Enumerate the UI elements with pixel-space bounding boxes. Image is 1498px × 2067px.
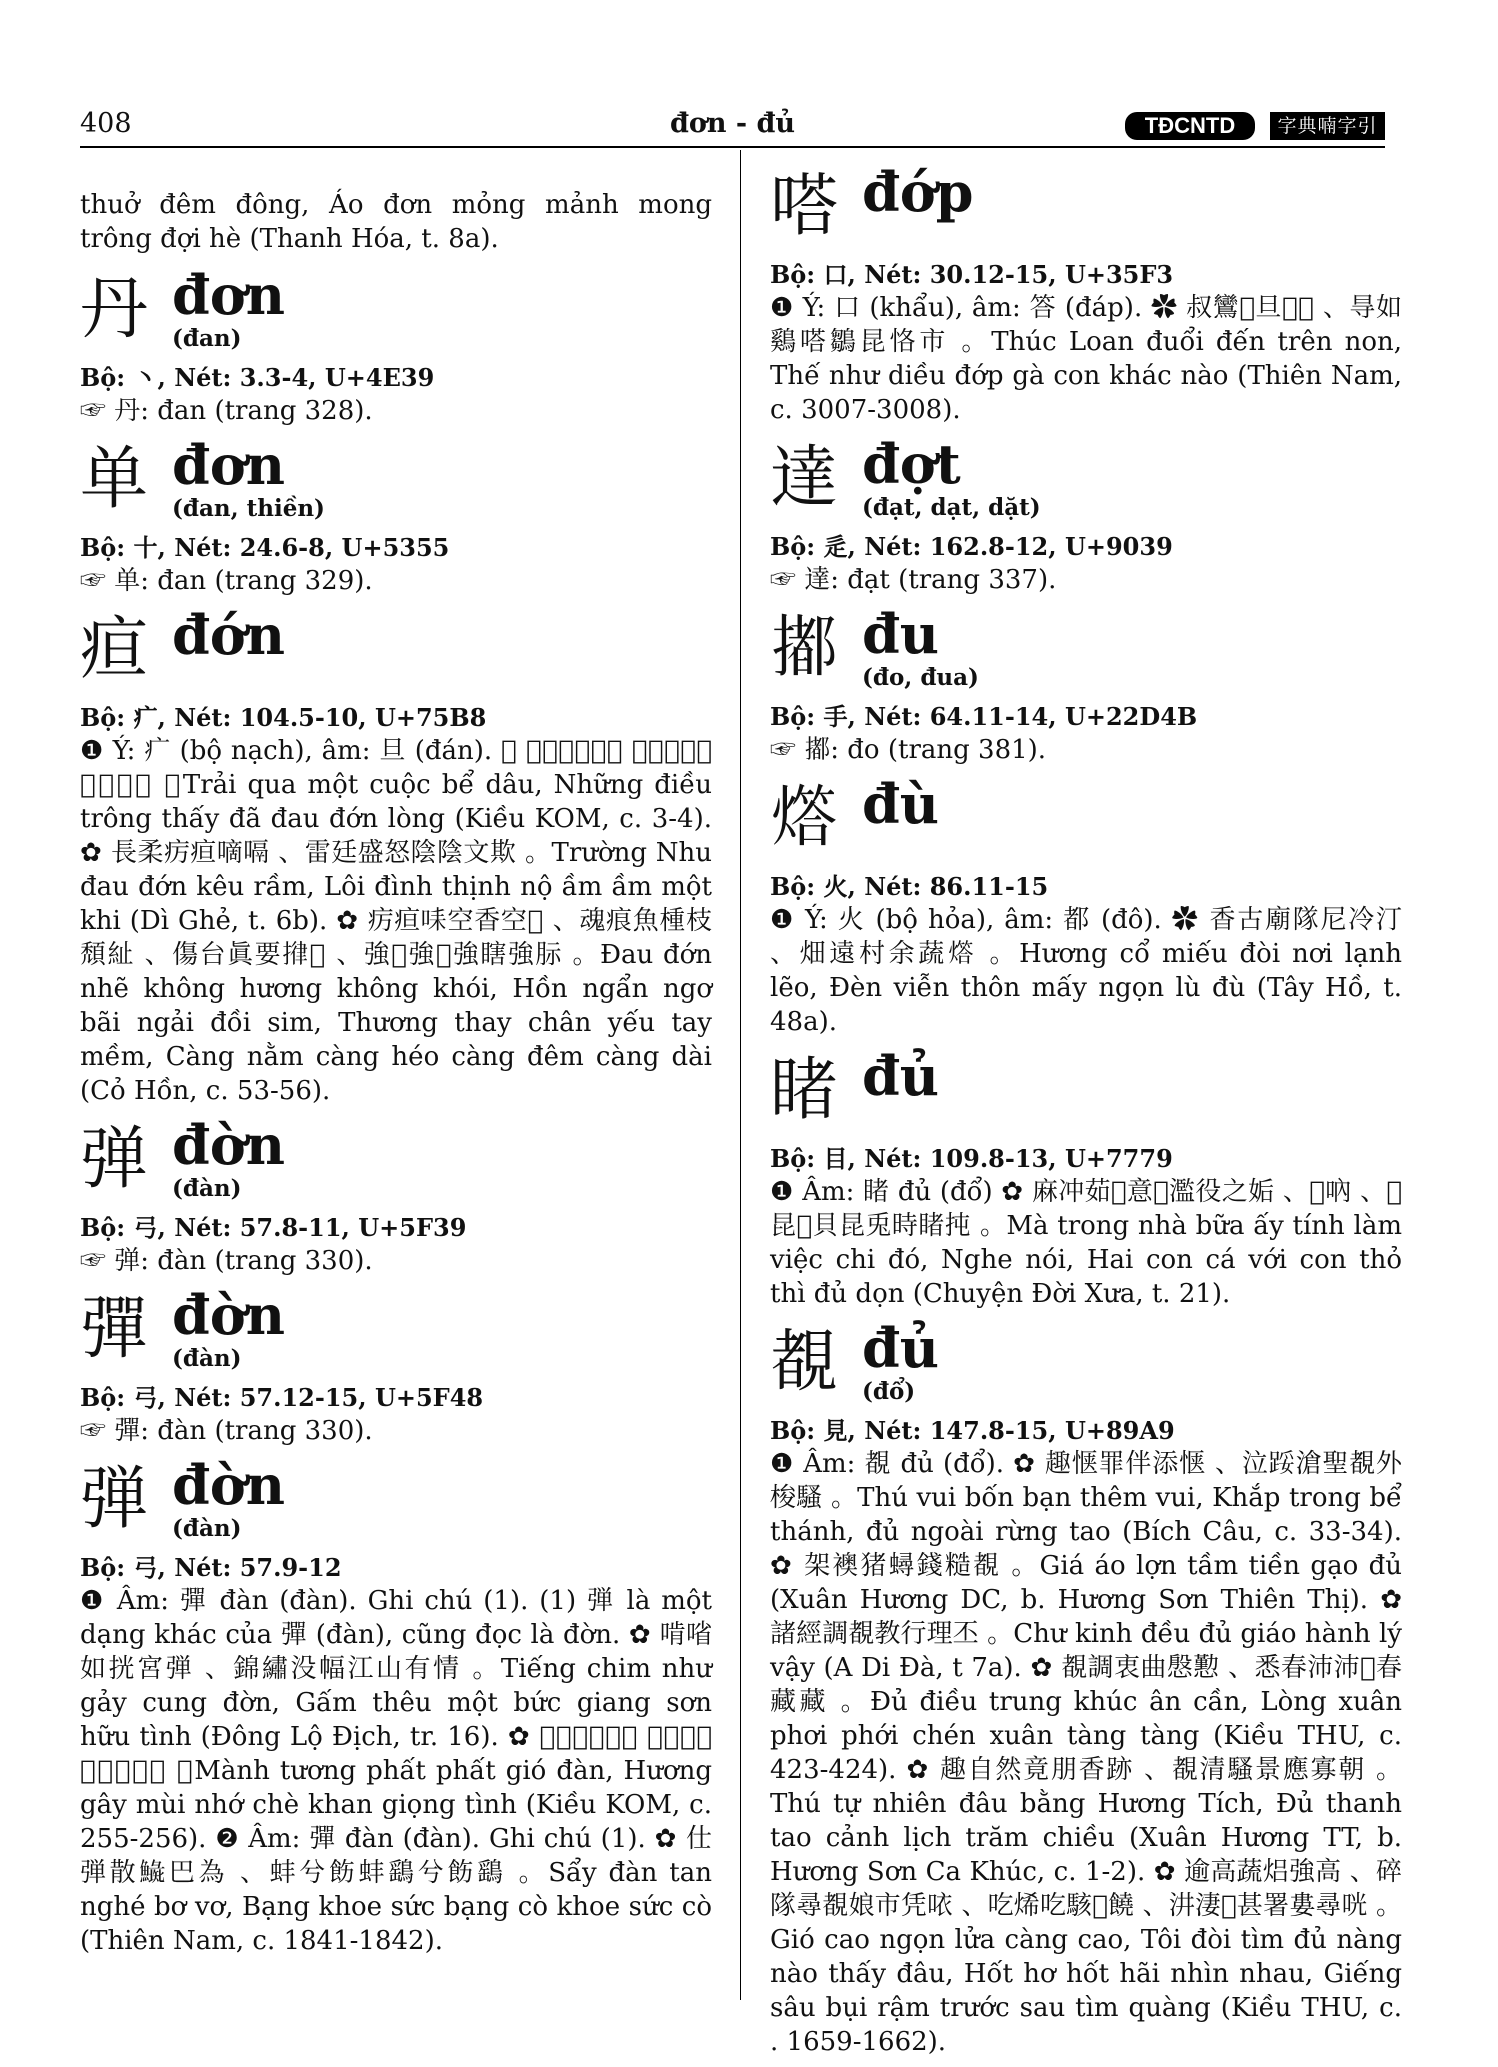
- entry-headword: đủ: [862, 1316, 940, 1380]
- dictionary-entry: [770, 1316, 1402, 2059]
- entry-meta: Bộ: 手, Nét: 64.11-14, U+22D4B: [770, 702, 1198, 731]
- right-entry-list: [770, 160, 1402, 2059]
- entry-headword: đơn: [172, 433, 286, 497]
- entry-headword: đù: [862, 772, 940, 836]
- entry-meta: Bộ: 弓, Nét: 57.9-12: [80, 1553, 342, 1582]
- left-entry-list: [80, 263, 712, 1958]
- entry-headword: đơn: [172, 263, 286, 327]
- dictionary-entry: [80, 1453, 712, 1958]
- entry-meta: Bộ: 丶, Nét: 3.3-4, U+4E39: [80, 363, 435, 392]
- entry-head: [80, 1453, 712, 1552]
- entry-headword: đu: [862, 602, 940, 666]
- dictionary-entry: [770, 602, 1402, 767]
- entry-character: 单: [80, 440, 149, 519]
- entry-head: [770, 602, 1402, 701]
- dictionary-entry: [770, 432, 1402, 597]
- right-column: [770, 160, 1402, 2067]
- entry-variants: (đo, đua): [862, 664, 979, 691]
- entry-head: [80, 603, 712, 702]
- dictionary-entry: [80, 1113, 712, 1278]
- page-title: đơn - đủ: [669, 108, 796, 139]
- dictionary-entry: [80, 433, 712, 598]
- entry-head: [770, 160, 1402, 259]
- entry-variants: (đạt, dạt, dặt): [862, 494, 1041, 521]
- entry-character: 疸: [80, 610, 149, 689]
- entry-body: ❶ Ý: 火 (bộ hỏa), âm: 都 (đô). ✿ 香古廟隊尼冷汀 、畑遠村余蔬𤏧 。Hương cổ miếu đòi nơi lạnh lẽo, Đèn viễn thôn mấy ngọn lù đù (Tây Hồ, t. 48a).: [770, 905, 1402, 1037]
- entry-variants: (đổ): [862, 1378, 916, 1405]
- entry-character: 𢵋: [770, 609, 839, 688]
- entry-character: 覩: [770, 1323, 839, 1402]
- entry-headword: đủ: [862, 1044, 940, 1108]
- entry-character: 睹: [770, 1051, 839, 1130]
- entry-body: ☞ 彈: đàn (trang 330).: [80, 1416, 373, 1446]
- entry-body: ☞ 丹: đan (trang 328).: [80, 396, 373, 426]
- entry-meta: Bộ: 弓, Nét: 57.8-11, U+5F39: [80, 1213, 467, 1242]
- entry-variants: (đàn): [172, 1175, 242, 1202]
- entry-head: [80, 1113, 712, 1212]
- entry-meta: Bộ: 弓, Nét: 57.12-15, U+5F48: [80, 1383, 484, 1412]
- intro-text: thuở đêm đông, Áo đơn mỏng mảnh mong trông đợi hè (Thanh Hóa, t. 8a).: [80, 190, 712, 254]
- entry-head: [770, 432, 1402, 531]
- entry-head: [80, 433, 712, 532]
- dictionary-entry: [770, 160, 1402, 427]
- dictionary-entry: [80, 263, 712, 428]
- entry-meta: Bộ: 口, Nét: 30.12-15, U+35F3: [770, 260, 1174, 289]
- entry-variants: (đàn): [172, 1345, 242, 1372]
- entry-meta: Bộ: 十, Nét: 24.6-8, U+5355: [80, 533, 450, 562]
- entry-character: 丹: [80, 270, 149, 349]
- entry-variants: (đan, thiền): [172, 495, 325, 522]
- entry-head: [770, 1316, 1402, 1415]
- entry-body: ☞ 单: đan (trang 329).: [80, 566, 373, 596]
- entry-head: [770, 1044, 1402, 1143]
- entry-headword: đờn: [172, 1113, 286, 1177]
- dictionary-entry: [770, 1044, 1402, 1311]
- left-column: [80, 188, 712, 1966]
- entry-head: [80, 1283, 712, 1382]
- entry-headword: đờn: [172, 1453, 286, 1517]
- entry-variants: (đàn): [172, 1515, 242, 1542]
- entry-meta: Bộ: 見, Nét: 147.8-15, U+89A9: [770, 1416, 1175, 1445]
- entry-character: 𤏧: [770, 779, 839, 858]
- entry-meta: Bộ: 目, Nét: 109.8-13, U+7779: [770, 1144, 1173, 1173]
- entry-body: ❶ Âm: 覩 đủ (đổ). ✿ 趣惬罪伴添惬 、泣𨁡滄聖覩外梭騷 。Thú vui bốn bạn thêm vui, Khắp trong bể thánh, đủ ngoài rừng tao (Bích Câu, c. 33-34). ✿ 架襖猪蟳錢糙覩 。Giá áo lợn tầm tiền gạo đủ (Xuân Hương DC, b. Hương Sơn Thiên Thị). ✿ 諸經調覩教行理丕 。Chư kinh đều đủ giáo hành lý vậy (A Di Đà, t 7a). ✿ 覩調衷曲慇懃 、悉春沛沛𩵜春藏藏 。Đủ điều trung khúc ân cần, Lòng xuân phơi phới chén xuân tàng tàng (Kiều THU, c. 423-424). ✿ 趣自然竟朋香跡 、覩清騷景應寡朝 。Thú tự nhiên đâu bằng Hương Tích, Đủ thanh tao cảnh lịch trăm chiều (Xuân Hương TT, b. Hương Sơn Ca Khúc, c. 1-2). ✿ 逾高蔬焒強高 、碎隊尋覩娘市凭𠲖 、吃烯吃駭𧡊饒 、汫淒𠯇甚署婁尋咣 。Gió cao ngọn lửa càng cao, Tôi đòi tìm đủ nàng nào thấy đâu, Hốt hơ hốt hãi nhìn nhau, Giếng sâu bụi rậm trước sau tìm quàng (Kiều THU, c. . 1659-1662).: [770, 1449, 1402, 2057]
- page-header: [80, 108, 1385, 146]
- entry-body: ☞ 弹: đàn (trang 330).: [80, 1246, 373, 1276]
- dictionary-entry: [80, 603, 712, 1108]
- entry-body: ❶ Âm: 睹 đủ (đổ) ✿ 麻冲茹𩛷意𠊛濫役之姤 、𠿾吶 、𠀧昆𩵜貝昆兎時睹扽 。Mà trong nhà bữa ấy tính làm việc chi đó, Nghe nói, Hai con cá với con thỏ thì đủ dọn (Chuyện Đời Xưa, t. 21).: [770, 1177, 1402, 1309]
- series-badge: TĐCNTD: [1125, 112, 1255, 140]
- entry-character: 弾: [80, 1460, 149, 1539]
- entry-headword: đờn: [172, 1283, 286, 1347]
- entry-body: ❶ Ý: 疒 (bộ nạch), âm: 旦 (đán). ✿ 𠯇戈𣴓局滄桃 、仍調𥉩凭𢚸疠疸悉 。Trải qua một cuộc bể dâu, Những điều trông thấy đã đau đớn lòng (Kiều KOM, c. 3-4). ✿ 長柔疠疸嘀嗝 、雷廷盛怒陰陰文欺 。Trường Nhu đau đớn kêu rầm, Lôi đình thịnh nộ ầm ầm một khi (Dì Ghẻ, t. 6b). ✿ 疠疸𠱤空香空𤒛 、魂痕魚㮔枝頹䊼 、傷台眞要𢯰𦀊 、強𦀊強𤇊強瞎強䏡 。Đau đớn nhẽ không hương không khói, Hồn ngẩn ngơ bãi ngải đồi sim, Thương thay chân yếu tay mềm, Càng nằm càng héo càng đêm càng dài (Cỏ Hồn, c. 53-56).: [80, 736, 712, 1106]
- entry-headword: đớn: [172, 603, 286, 667]
- entry-headword: đợt: [862, 432, 961, 496]
- entry-character: 嗒: [770, 167, 839, 246]
- entry-character: 達: [770, 439, 839, 518]
- entry-meta: Bộ: 疒, Nét: 104.5-10, U+75B8: [80, 703, 487, 732]
- column-divider: [740, 150, 741, 2000]
- entry-body: ☞ 達: đạt (trang 337).: [770, 565, 1057, 595]
- entry-body: ❶ Ý: 口 (khẩu), âm: 答 (đáp). ✿ 叔鸞𨀈旦𨖅𡽫 、㝵如鷄嗒鶵昆恪市 。Thúc Loan đuổi đến trên non, Thế như diều đớp gà con khác nào (Thiên Nam, c. 3007-3008).: [770, 293, 1402, 425]
- entry-head: [80, 263, 712, 362]
- entry-head: [770, 772, 1402, 871]
- entry-variants: (đan): [172, 325, 242, 352]
- dictionary-entry: [770, 772, 1402, 1039]
- entry-body: ☞ 𢵋: đo (trang 381).: [770, 735, 1047, 765]
- dictionary-entry: [80, 1283, 712, 1448]
- entry-headword: đớp: [862, 160, 974, 224]
- entry-meta: Bộ: 火, Nét: 86.11-15: [770, 872, 1049, 901]
- entry-character: 彈: [80, 1290, 149, 1369]
- series-badge-han: 字典喃字引: [1270, 112, 1385, 140]
- entry-meta: Bộ: 辵, Nét: 162.8-12, U+9039: [770, 532, 1173, 561]
- entry-character: 弹: [80, 1120, 149, 1199]
- page-number: 408: [80, 108, 132, 139]
- header-rule: [80, 146, 1385, 148]
- entry-body: ❶ Âm: 彈 đàn (đàn). Ghi chú (1). (1) 弾 là một dạng khác của 彈 (đàn), cũng đọc là đờn. ✿ 啃㗂如挄宮弾 、錦繡没幅江山有情 。Tiếng chim như gảy cung đờn, Gấm thêu một bức giang sơn hữu tình (Đông Lộ Địch, tr. 16). ✿ 𣘃湘拂拂𩙻弾 、香𩡋味𢥈茶看𠻆情 。Mành tương phất phất gió đàn, Hương gây mùi nhớ chè khan giọng tình (Kiều KOM, c. 255-256). ❷ Âm: 彈 đàn (đàn). Ghi chú (1). ✿ 仕弾散𩼍巴為 、蚌兮飭蚌鷂兮飭鷂 。Sẩy đàn tan nghé bơ vơ, Bạng khoe sức bạng cò khoe sức cò (Thiên Nam, c. 1841-1842).: [80, 1586, 712, 1956]
